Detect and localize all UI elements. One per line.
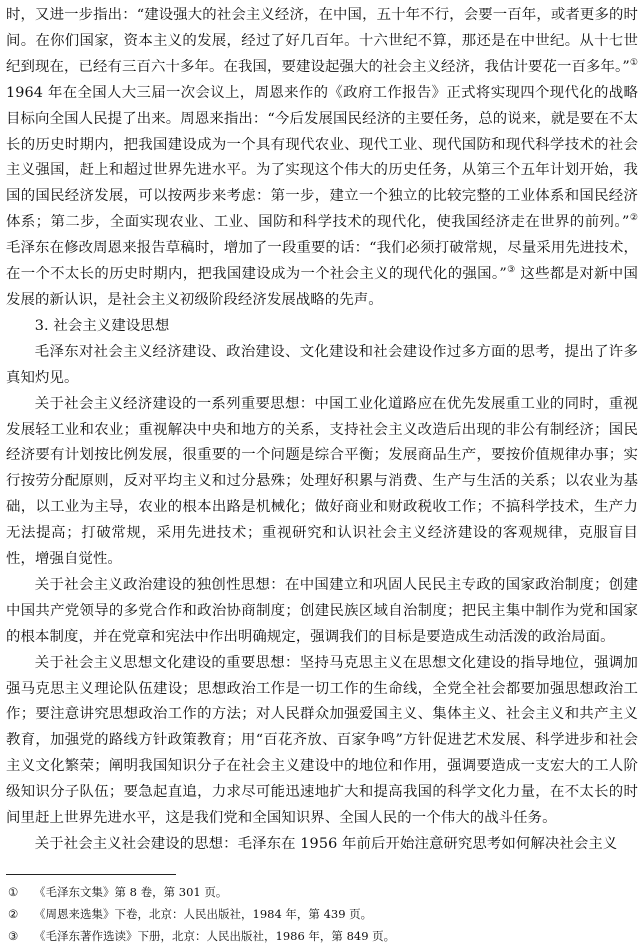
text-run: 时，又进一步指出：“建设强大的社会主义经济，在中国，五十年不行，会要一百年，或者更多的时间。在你们国家，资本主义的发展，经过了好几百年。十六世纪不算，那还是在中世纪。从十七世纪到现在，已经有三百六十多年。在我国，要建设起强大的社会主义经济，我估计要花一百多年。”: [6, 7, 638, 75]
footnote: [6, 881, 638, 903]
text-run: 1964 年在全国人大三届一次会议上，周恩来作的《政府工作报告》正式将实现四个现代化的战略目标向全国人民提了出来。周恩来指出：“今后发展国民经济的主要任务，总的说来，就是要在不太长的历史时期内，把我国建设成为一个具有现代农业、现代工业、现代国防和现代科学技术的社会主义强国，赶上和超过世界先进水平。为了实现这个伟大的历史任务，从第三个五年计划开始，我国的国民经济发展，可以按两步来考虑：第一步，建立一个独立的比较完整的工业体系和国民经济体系；第二步，全面实现农业、工业、国防和科学技术的现代化，使我国经济走在世界的前列。”: [6, 84, 638, 231]
footnote-text: 《毛泽东著作选读》下册，北京：人民出版社，1986 年，第 849 页。: [34, 929, 396, 943]
footnote-reference[interactable]: ①: [629, 58, 639, 69]
footnote-text: 《毛泽东文集》第 8 卷，第 301 页。: [34, 885, 228, 899]
main-text: [6, 3, 638, 858]
section-heading: [6, 314, 638, 340]
text-run: 关于社会主义思想文化建设的重要思想：坚持马克思主义在思想文化建设的指导地位，强调加强马克思主义理论队伍建设；思想政治工作是一切工作的生命线，全党全社会都要加强思想政治工作；要注意讲究思想政治工作的方法；对人民群众加强爱国主义、集体主义、社会主义和共产主义教育，加强党的路线方针政策教育；用“百花齐放、百家争鸣”方针促进艺术发展、科学进步和社会主义文化繁荣；阐明我国知识分子在社会主义建设中的地位和作用，强调要造成一支宏大的工人阶级知识分子队伍；要急起直追，力求尽可能迅速地扩大和提高我国的科学文化力量，在不太长的时间里赶上世界先进水平，这是我们党和全国知识界、全国人民的一个伟大的战斗任务。: [6, 654, 638, 827]
text-run: 毛泽东在修改周恩来报告草稿时，增加了一段重要的话：“我们必须打破常规，尽量采用先进技术，在一个不太长的历史时期内，把我国建设成为一个社会主义的现代化的强国。”: [6, 240, 638, 283]
footnote: [6, 925, 638, 947]
footnote: [6, 903, 638, 925]
footnote-reference[interactable]: ③: [506, 265, 516, 276]
text-run: 毛泽东对社会主义经济建设、政治建设、文化建设和社会建设作过多方面的思考，提出了许多真知灼见。: [6, 343, 638, 386]
text-run: 关于社会主义政治建设的独创性思想：在中国建立和巩固人民民主专政的国家政治制度；创建中国共产党领导的多党合作和政治协商制度；创建民族区域自治制度；把民主集中制作为党和国家的根本制度，并在党章和宪法中作出明确规定，强调我们的目标是要造成生动活泼的政治局面。: [6, 576, 638, 645]
footnotes: [6, 881, 638, 947]
paragraph-political-construction: [6, 573, 638, 651]
paragraph-continuation: [6, 3, 638, 314]
paragraph-economic-construction: [6, 392, 638, 573]
footnote-text: 《周恩来选集》下卷，北京：人民出版社，1984 年，第 439 页。: [34, 907, 373, 921]
footnote-mark: ②: [8, 907, 19, 921]
page-body: [6, 3, 638, 858]
paragraph-intro: [6, 340, 638, 392]
footnote-mark: ③: [8, 929, 19, 943]
text-run: 3. 社会主义建设思想: [34, 317, 170, 334]
footnote-mark: ①: [8, 885, 19, 899]
text-run: 这些都是对新中国发展的新认识，是社会主义初级阶段经济发展战略的先声。: [6, 266, 638, 308]
paragraph-social-construction: [6, 832, 638, 858]
footnote-divider: [6, 874, 176, 875]
footnote-reference[interactable]: ②: [629, 213, 639, 224]
paragraph-cultural-construction: [6, 651, 638, 832]
text-run: 关于社会主义社会建设的思想：毛泽东在 1956 年前后开始注意研究思考如何解决社会主义: [34, 836, 618, 852]
text-run: 关于社会主义经济建设的一系列重要思想：中国工业化道路应在优先发展重工业的同时，重视发展轻工业和农业；重视解决中央和地方的关系，支持社会主义改造后出现的非公有制经济；国民经济要有计划按比例发展，很重要的一个问题是综合平衡；发展商品生产，要按价值规律办事；实行按劳分配原则，反对平均主义和过分悬殊；处理好积累与消费、生产与生活的关系；以农业为基础，以工业为主导，农业的根本出路是机械化；做好商业和财政税收工作；不搞科学技术，生产力无法提高；打破常规，采用先进技术；重视研究和认识社会主义经济建设的客观规律，克服盲目性，增强自觉性。: [6, 395, 638, 568]
